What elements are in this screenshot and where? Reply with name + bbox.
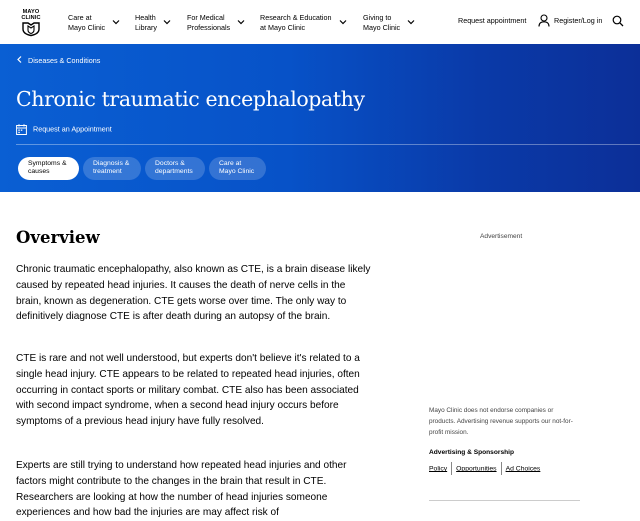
ad-links: [429, 462, 540, 475]
nav-label-line2: Professionals: [187, 23, 231, 32]
advertising-sponsorship-heading: Advertising & Sponsorship: [429, 449, 514, 456]
chevron-left-icon: [17, 56, 22, 63]
chevron-down-icon: [407, 19, 415, 25]
advertisement-label: Advertisement: [480, 233, 523, 240]
tab-label-line1: Doctors &: [155, 160, 185, 167]
nav-label-line2: Mayo Clinic: [68, 23, 106, 32]
nav-label-line1: Care at: [68, 13, 92, 22]
tab-label-line2: treatment: [93, 168, 122, 175]
overview-heading: Overview: [16, 228, 100, 247]
tab-label-line1: Symptoms &: [28, 160, 67, 167]
ad-choices-link[interactable]: Ad Choices: [505, 465, 541, 473]
page-title: Chronic traumatic encephalopathy: [16, 87, 365, 111]
nav-label-line1: Giving to: [363, 13, 392, 22]
request-appointment-label: Request an Appointment: [33, 124, 112, 134]
chevron-down-icon: [237, 19, 245, 25]
tab-label-line2: causes: [28, 168, 50, 175]
paragraph: Experts are still trying to understand how repeated head injuries and other factors might contribute to the changes in the brain that result in CTE. Researchers are looking at how the number of head injuries someone experiences and how bad the injuries are may affect risk of: [16, 460, 347, 519]
shield-logo-icon: [22, 22, 40, 36]
register-login-link[interactable]: Register/Log in: [554, 16, 603, 25]
nav-label-line1: Health: [135, 13, 156, 22]
tab-label-line1: Care at: [219, 160, 242, 167]
tab-label-line2: departments: [155, 168, 193, 175]
nav-health-library[interactable]: [135, 13, 157, 33]
ad-disclaimer: Mayo Clinic does not endorse companies or products. Advertising revenue supports our not-for-profit mission.: [429, 407, 573, 436]
nav-for-medical-professionals[interactable]: [187, 13, 230, 33]
chevron-down-icon: [163, 19, 171, 25]
policy-link[interactable]: Policy: [429, 465, 448, 473]
tab-doctors-departments[interactable]: [145, 157, 205, 180]
hero-divider: [16, 144, 640, 145]
nav-label-line2: Mayo Clinic: [363, 23, 401, 32]
mayo-clinic-logo[interactable]: [17, 9, 45, 37]
paragraph: CTE is rare and not well understood, but experts don't believe it's related to a single head injury. CTE appears to be related to repeated head injuries, often occurring in contact sports or military combat. CTE also has been associated with second impact syndrome, when a second head injury occurs before symptoms of a previous head injury have fully resolved.: [16, 353, 360, 428]
tab-care-at-mayo-clinic[interactable]: [209, 157, 266, 180]
request-appointment-link[interactable]: Request appointment: [458, 16, 527, 25]
request-an-appointment-link[interactable]: [16, 124, 112, 135]
nav-research-education[interactable]: [260, 13, 332, 33]
nav-label-line1: Research & Education: [260, 13, 332, 22]
calendar-icon: [16, 124, 27, 135]
chevron-down-icon: [112, 19, 120, 25]
user-icon[interactable]: [538, 14, 550, 27]
logo-text: MAYO CLINIC: [21, 9, 41, 21]
tab-label-line1: Diagnosis &: [93, 160, 130, 167]
top-navigation: [0, 0, 640, 44]
tab-symptoms-causes[interactable]: [18, 157, 79, 180]
chevron-down-icon: [339, 19, 347, 25]
opportunities-link[interactable]: Opportunities: [456, 465, 497, 473]
nav-label-line2: at Mayo Clinic: [260, 23, 306, 32]
link-divider: [501, 462, 502, 475]
hero-banner: [0, 44, 640, 192]
nav-label-line2: Library: [135, 23, 157, 32]
nav-giving-to-mayo-clinic[interactable]: [363, 13, 400, 33]
tab-diagnosis-treatment[interactable]: [83, 157, 141, 180]
tab-label-line2: Mayo Clinic: [219, 168, 255, 175]
nav-care-at-mayo-clinic[interactable]: [68, 13, 105, 33]
search-icon[interactable]: [612, 15, 624, 27]
breadcrumb-label: Diseases & Conditions: [28, 56, 101, 65]
sidebar-divider: [429, 500, 580, 501]
link-divider: [451, 462, 452, 475]
breadcrumb[interactable]: [17, 56, 100, 65]
nav-label-line1: For Medical: [187, 13, 225, 22]
paragraph: Chronic traumatic encephalopathy, also known as CTE, is a brain disease likely caused by repeated head injuries. It causes the death of nerve cells in the brain, known as degeneration. CTE gets worse over time. The only way to definitively diagnose CTE is after death during an autopsy of the brain.: [16, 264, 371, 323]
